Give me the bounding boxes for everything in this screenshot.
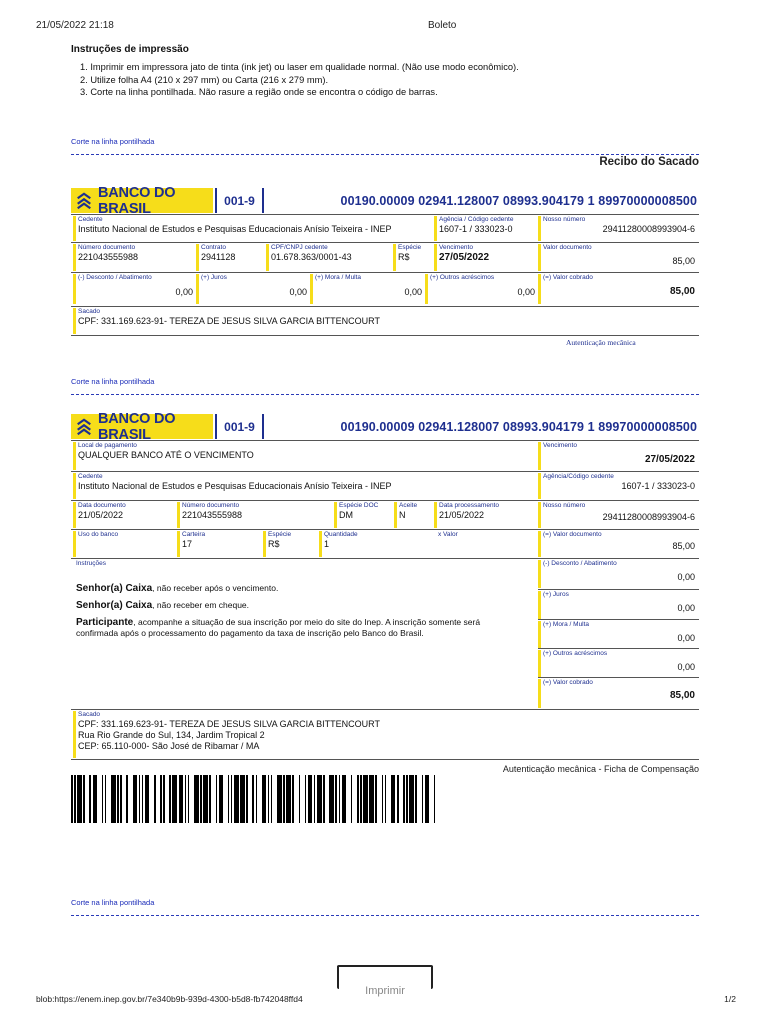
print-title: Boleto	[428, 20, 457, 31]
instruction-item: 1. Imprimir em impressora jato de tinta (ink jet) ou laser em qualidade normal. (Não use modo econômico).	[80, 62, 519, 72]
bank-code: 001-9	[215, 188, 264, 213]
instructions-list	[80, 61, 720, 99]
ficha-instrucoes: Instruções Senhor(a) Caixa, não receber após o vencimento. Senhor(a) Caixa, não receber em cheque. Participante, acompanhe a situação de sua inscrição por meio do site do Inep. A inscrição somente será confirmada após o processamento do pagamento da taxa de inscrição pelo Banco do Brasil.	[76, 560, 534, 708]
ficha-numero-documento: Número documento 221043555988	[177, 502, 333, 528]
ficha-mora: (+) Mora / Multa 0,00	[538, 621, 697, 649]
ficha-juros: (+) Juros 0,00	[538, 591, 697, 619]
instrucao-line: Participante, acompanhe a situação de sua inscrição por meio do site do Inep. A inscrição somente será	[76, 617, 481, 628]
barcode-bar	[434, 775, 436, 823]
cut-line-label: Corte na linha pontilhada	[71, 137, 155, 146]
ficha-uso-banco: Uso do banco	[73, 531, 176, 557]
instructions-title: Instruções de impressão	[71, 44, 189, 55]
instrucao-line: confirmada após o processamento do pagamento da taxa de inscrição pelo Banco do Brasil.	[76, 628, 424, 638]
bank-name: BANCO DO BRASIL	[98, 184, 176, 217]
bank-brand-icon	[75, 418, 93, 436]
ficha-nosso-numero: Nosso número 29411280008993904-6	[538, 502, 697, 528]
ficha-agencia: Agência/Código cedente 1607-1 / 333023-0	[538, 473, 697, 499]
ficha-valor-documento: (=) Valor documento 85,00	[538, 531, 697, 557]
ficha-carteira: Carteira 17	[177, 531, 262, 557]
receipt-valor-cobrado: (=) Valor cobrado 85,00	[538, 274, 697, 304]
receipt-desconto: (-) Desconto / Abatimento 0,00	[73, 274, 195, 304]
instruction-item: 3. Corte na linha pontilhada. Não rasure a região onde se encontra o código de barras.	[80, 87, 438, 97]
instrucao-line: Senhor(a) Caixa, não receber após o vencimento.	[76, 583, 279, 594]
barcode	[71, 775, 437, 823]
ficha-local-pagamento: Local de pagamento QUALQUER BANCO ATÉ O VENCIMENTO	[73, 442, 537, 470]
receipt-cpf-cnpj: CPF/CNPJ cedente 01.678.363/0001-43	[266, 244, 392, 271]
ficha-data-documento: Data documento 21/05/2022	[73, 502, 176, 528]
ficha-sacado: Sacado CPF: 331.169.623-91- TEREZA DE JESUS SILVA GARCIA BITTENCOURT Rua Rio Grande do Sul, 134, Jardim Tropical 2 CEP: 65.110-000- São José de Ribamar / MA	[73, 711, 697, 758]
receipt-vencimento: Vencimento 27/05/2022	[434, 244, 537, 271]
cut-line-label: Corte na linha pontilhada	[71, 377, 155, 386]
ficha-x-valor: x Valor	[438, 531, 458, 538]
ficha-especie-doc: Espécie DOC DM	[334, 502, 393, 528]
footer-url: blob:https://enem.inep.gov.br/7e340b9b-939d-4300-b5d8-fb742048ffd4	[36, 994, 303, 1004]
bank-logo	[71, 184, 213, 217]
bank-logo	[71, 410, 213, 443]
print-datetime: 21/05/2022 21:18	[36, 20, 114, 31]
cut-line	[71, 394, 699, 395]
footer-page: 1/2	[724, 994, 736, 1004]
receipt-numero-documento: Número documento 221043555988	[73, 244, 195, 271]
receipt-outros: (+) Outros acréscimos 0,00	[425, 274, 537, 304]
bank-code: 001-9	[215, 414, 264, 439]
bank-name: BANCO DO BRASIL	[98, 410, 176, 443]
receipt-valor-documento: Valor documento 85,00	[538, 244, 697, 271]
ficha-quantidade: Quantidade 1	[319, 531, 434, 557]
ficha-desconto: (-) Desconto / Abatimento 0,00	[538, 560, 697, 588]
digitable-line: 00190.00009 02941.128007 08993.904179 1 89970000008500	[340, 194, 697, 208]
cut-line-label: Corte na linha pontilhada	[71, 898, 155, 907]
print-button[interactable]: Imprimir	[337, 965, 433, 989]
ficha-data-processamento: Data processamento 21/05/2022	[434, 502, 537, 528]
ficha-aceite: Aceite N	[394, 502, 433, 528]
receipt-contrato: Contrato 2941128	[196, 244, 265, 271]
ficha-cedente: Cedente Instituto Nacional de Estudos e Pesquisas Educacionais Anísio Teixeira - INEP	[73, 473, 537, 499]
bank-brand-icon	[75, 192, 93, 210]
receipt-nosso-numero: Nosso número 29411280008993904-6	[538, 216, 697, 241]
cut-line	[71, 154, 699, 155]
receipt-juros: (+) Juros 0,00	[196, 274, 309, 304]
ficha-autenticacao: Autenticação mecânica - Ficha de Compensação	[502, 764, 699, 774]
receipt-mora: (+) Mora / Multa 0,00	[310, 274, 424, 304]
instrucao-line: Senhor(a) Caixa, não receber em cheque.	[76, 600, 250, 611]
receipt-sacado: Sacado CPF: 331.169.623-91- TEREZA DE JESUS SILVA GARCIA BITTENCOURT	[73, 308, 697, 334]
digitable-line: 00190.00009 02941.128007 08993.904179 1 89970000008500	[340, 420, 697, 434]
receipt-autenticacao: Autenticação mecânica	[566, 338, 636, 347]
ficha-especie: Espécie R$	[263, 531, 318, 557]
ficha-vencimento: Vencimento 27/05/2022	[538, 442, 697, 470]
receipt-agencia: Agência / Código cedente 1607-1 / 333023-0	[434, 216, 537, 241]
cut-line	[71, 915, 699, 916]
receipt-especie: Espécie R$	[393, 244, 433, 271]
receipt-title: Recibo do Sacado	[599, 156, 699, 168]
receipt-cedente: Cedente Instituto Nacional de Estudos e Pesquisas Educacionais Anísio Teixeira - INEP	[73, 216, 433, 241]
ficha-outros: (+) Outros acréscimos 0,00	[538, 650, 697, 678]
instruction-item: 2. Utilize folha A4 (210 x 297 mm) ou Carta (216 x 279 mm).	[80, 74, 329, 85]
ficha-valor-cobrado: (=) Valor cobrado 85,00	[538, 679, 697, 708]
